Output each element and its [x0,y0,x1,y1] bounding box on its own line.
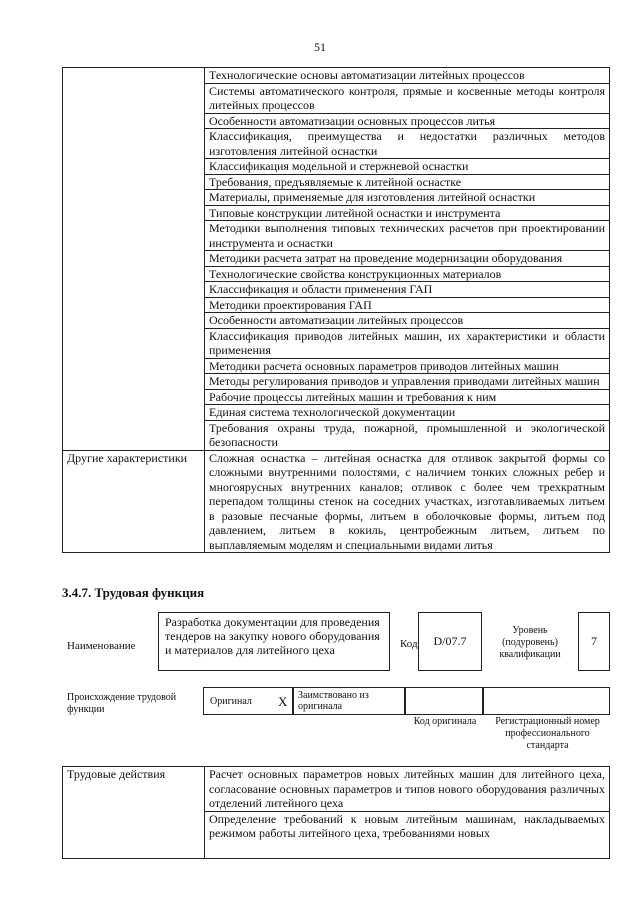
knowledge-item: Классификация модельной и стержневой оснастки [205,159,610,175]
name-label: Наименование [67,640,136,652]
page-number: 51 [314,40,326,54]
actions-clip [205,767,609,858]
knowledge-item: Единая система технологической документации [205,405,610,421]
section-title: 3.4.7. Трудовая функция [62,585,205,600]
knowledge-item: Методики расчета основных параметров приводов литейных машин [205,358,610,374]
code-original-caption: Код оригинала [413,716,477,727]
origin-label: Происхождение трудовой функции [67,692,177,715]
reg-number-caption: Регистрационный номер профессионального стандарта [495,716,600,751]
borrowed-box: Заимствовано из оригинала [293,687,405,715]
other-characteristics-row [63,450,610,553]
level-value-box: 7 [578,612,610,671]
knowledge-item: Классификация и области применения ГАП [205,282,610,298]
other-characteristics-text: Сложная оснастка – литейная оснастка для отливок закрытой формы со сложными внутренними полостями, с наличием тонких сложных ребер и многоярусных внутренних каналов; отливок с более чем трехкратным перепадом толщины стенок на соседних участках, изготавливаемых литьем в разовые песчаные формы, литьем в оболочковые формы, литьем под давлением, литьем в кокиль, центробежным литьем, литьем по выплавляемым моделям и специальными видами литья [205,450,610,553]
knowledge-item: Системы автоматического контроля, прямые и косвенные методы контроля литейных процессов [205,83,610,113]
knowledge-item: Требования охраны труда, пожарной, промышленной и экологической безопасности [205,420,610,450]
knowledge-item: Материалы, применяемые для изготовления литейной оснастки [205,190,610,206]
actions-row [63,767,610,859]
knowledge-item: Особенности автоматизации литейных процессов [205,313,610,329]
knowledge-item: Методики расчета затрат на проведение модернизации оборудования [205,251,610,267]
reg-number-box [483,687,610,715]
original-mark: X [278,694,288,709]
knowledge-item: Методики выполнения типовых технических расчетов при проектировании инструмента и оснастки [205,221,610,251]
knowledge-item: Типовые конструкции литейной оснастки и инструмента [205,205,610,221]
code-label: Код [400,638,418,650]
knowledge-table [62,67,610,553]
original-box [203,687,293,715]
other-characteristics-label: Другие характеристики [63,450,205,553]
code-original-box [405,687,483,715]
action-item: Расчет основных параметров новых литейных машин для литейного цеха, согласование основных параметров и типов нового оборудования различных отделений литейного цеха [205,767,609,812]
knowledge-label-cell [63,68,205,451]
knowledge-item: Методы регулирования приводов и управления приводами литейных машин [205,374,610,390]
knowledge-item: Рабочие процессы литейных машин и требования к ним [205,389,610,405]
function-name-box: Разработка документации для проведения тендеров на закупку нового оборудования и материалов для литейного цеха [158,612,390,671]
knowledge-row [63,68,610,84]
code-value-box: D/07.7 [418,612,482,671]
knowledge-item: Требования, предъявляемые к литейной оснастке [205,174,610,190]
knowledge-item: Классификация приводов литейных машин, их характеристики и области применения [205,328,610,358]
actions-table [62,766,610,859]
level-label: Уровень (подуровень) квалификации [499,625,561,660]
knowledge-item: Технологические свойства конструкционных материалов [205,266,610,282]
actions-label: Трудовые действия [63,767,205,859]
knowledge-item: Методики проектирования ГАП [205,297,610,313]
action-item: Определение требований к новым литейным машинам, накладываемых режимом работы литейного цеха, требованиями новых [209,811,605,840]
knowledge-item: Особенности автоматизации основных процессов литья [205,113,610,129]
knowledge-item: Технологические основы автоматизации литейных процессов [205,68,610,84]
knowledge-item: Классификация, преимущества и недостатки различных методов изготовления литейной оснастки [205,129,610,159]
original-label: Оригинал [210,696,252,707]
